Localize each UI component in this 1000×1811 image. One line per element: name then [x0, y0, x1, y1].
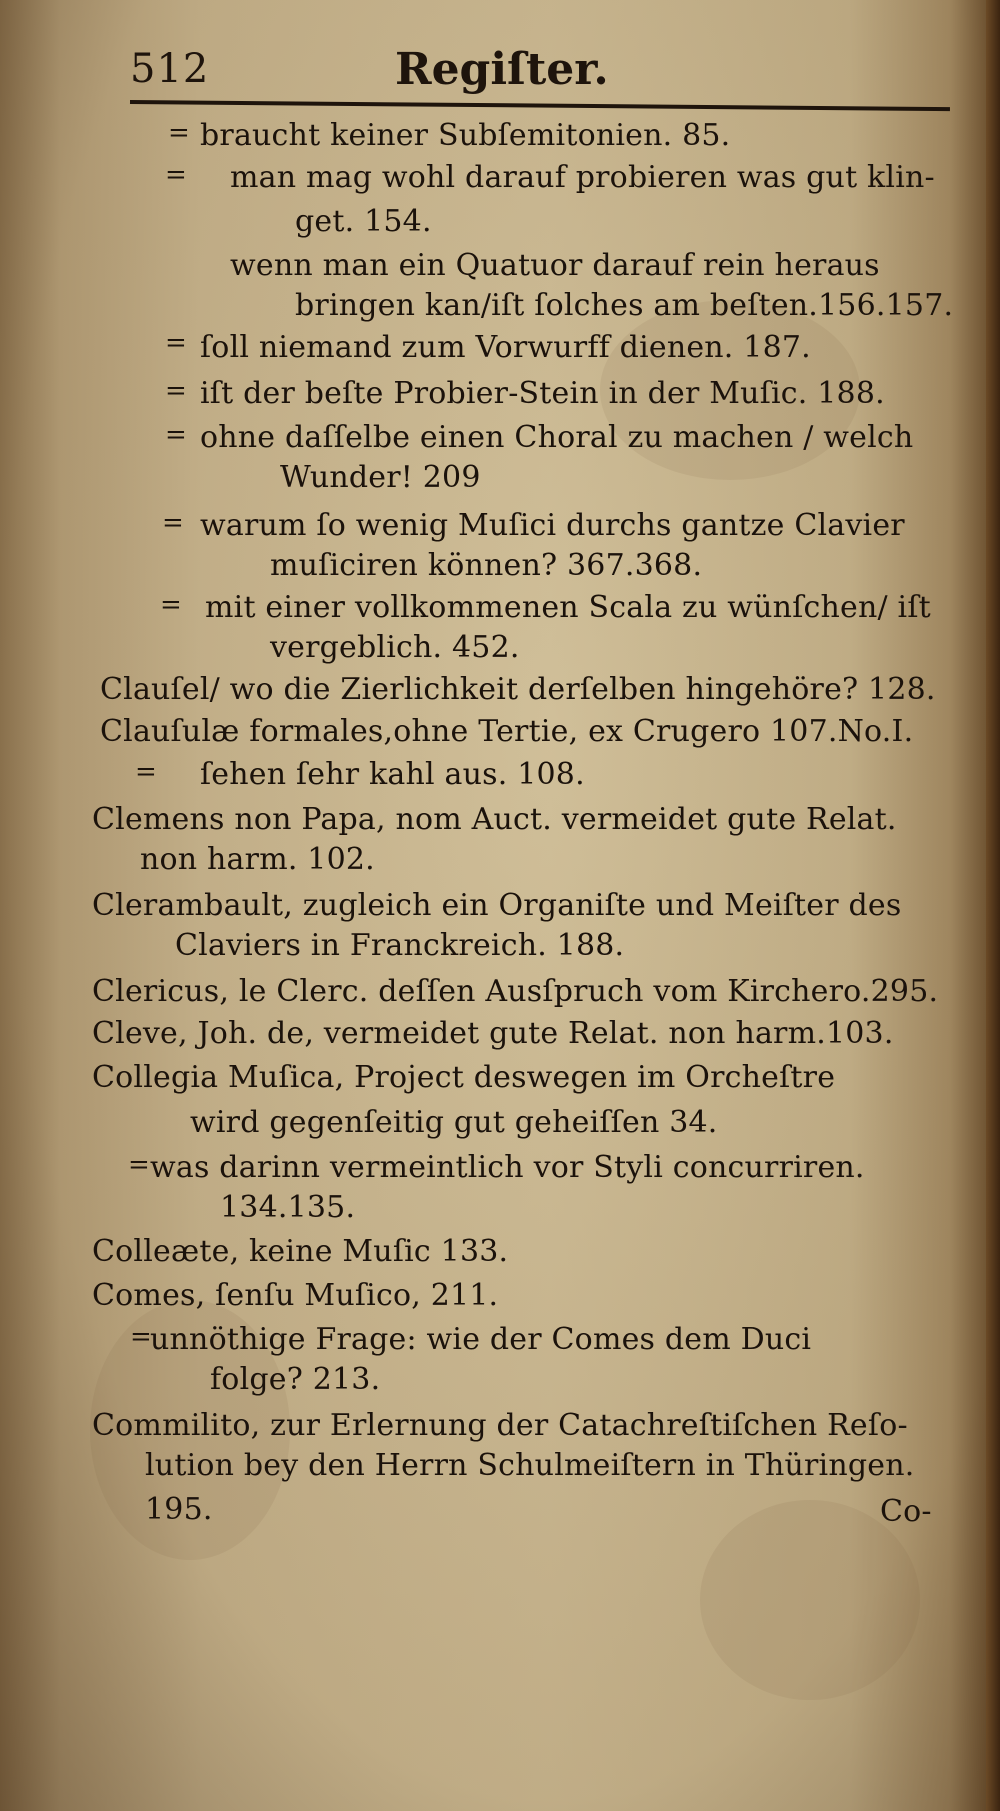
- index-line: Clauſulæ formales,ohne Tertie, ex Crugero 107.No.I.: [100, 714, 914, 749]
- ditto-mark: =: [165, 328, 187, 358]
- ditto-mark: =: [165, 160, 187, 190]
- index-line: warum ſo wenig Muſici durchs gantze Clavier: [200, 508, 905, 543]
- index-line: Cleve, Joh. de, vermeidet gute Relat. non harm.103.: [92, 1016, 894, 1051]
- running-title: Regiſter.: [395, 44, 609, 95]
- catchword: Co-: [880, 1494, 932, 1529]
- index-line: man mag wohl darauf probieren was gut klin-: [230, 160, 935, 195]
- index-line: Clemens non Papa, nom Auct. vermeidet gute Relat.: [92, 802, 897, 837]
- index-line: wenn man ein Quatuor darauf rein heraus: [230, 248, 880, 283]
- index-line: unnöthige Frage: wie der Comes dem Duci: [150, 1322, 812, 1357]
- index-line: Colleæte, keine Muſic 133.: [92, 1234, 509, 1269]
- ditto-mark: =: [135, 757, 157, 787]
- index-line: Clerambault, zugleich ein Organiſte und Meiſter des: [92, 888, 902, 923]
- index-line: 195.: [145, 1492, 213, 1527]
- ditto-mark: =: [128, 1150, 150, 1180]
- index-line: was darinn vermeintlich vor Styli concurriren.: [150, 1150, 865, 1185]
- index-line: bringen kan/iſt ſolches am beſten.156.157.: [295, 288, 954, 323]
- index-line: braucht keiner Subſemitonien. 85.: [200, 118, 731, 153]
- ditto-mark: =: [165, 420, 187, 450]
- index-line: ohne daſſelbe einen Choral zu machen / welch: [200, 420, 914, 455]
- index-line: Collegia Muſica, Project deswegen im Orcheſtre: [92, 1060, 836, 1095]
- index-line: Wunder! 209: [280, 460, 481, 495]
- index-line: Comes, ſenſu Muſico, 211.: [92, 1278, 499, 1313]
- ditto-mark: =: [160, 590, 182, 620]
- index-line: get. 154.: [295, 204, 432, 239]
- ditto-mark: =: [165, 376, 187, 406]
- index-line: ſehen ſehr kahl aus. 108.: [200, 757, 585, 792]
- index-line: ſoll niemand zum Vorwurff dienen. 187.: [200, 330, 811, 365]
- index-line: vergeblich. 452.: [270, 630, 520, 665]
- index-line: folge? 213.: [210, 1362, 381, 1397]
- index-line: lution bey den Herrn Schulmeiſtern in Thüringen.: [145, 1448, 915, 1483]
- index-line: mit einer vollkommenen Scala zu wünſchen/ iſt: [205, 590, 931, 625]
- index-line: wird gegenſeitig gut geheiſſen 34.: [190, 1105, 718, 1140]
- index-line: iſt der beſte Probier-Stein in der Muſic. 188.: [200, 376, 885, 411]
- index-line: Clauſel/ wo die Zierlichkeit derſelben hingehöre? 128.: [100, 672, 936, 707]
- index-line: Clericus, le Clerc. deſſen Ausſpruch vom Kirchero.295.: [92, 974, 939, 1009]
- index-line: 134.135.: [220, 1190, 356, 1225]
- ditto-mark: =: [130, 1322, 152, 1352]
- index-line: Commilito, zur Erlernung der Catachreſtiſchen Reſo-: [92, 1408, 908, 1443]
- ditto-mark: =: [162, 508, 184, 538]
- index-line: Claviers in Franckreich. 188.: [175, 928, 625, 963]
- index-line: muſiciren können? 367.368.: [270, 548, 703, 583]
- index-line: non harm. 102.: [140, 842, 375, 877]
- ditto-mark: =: [168, 118, 190, 148]
- page-number: 512: [130, 46, 210, 92]
